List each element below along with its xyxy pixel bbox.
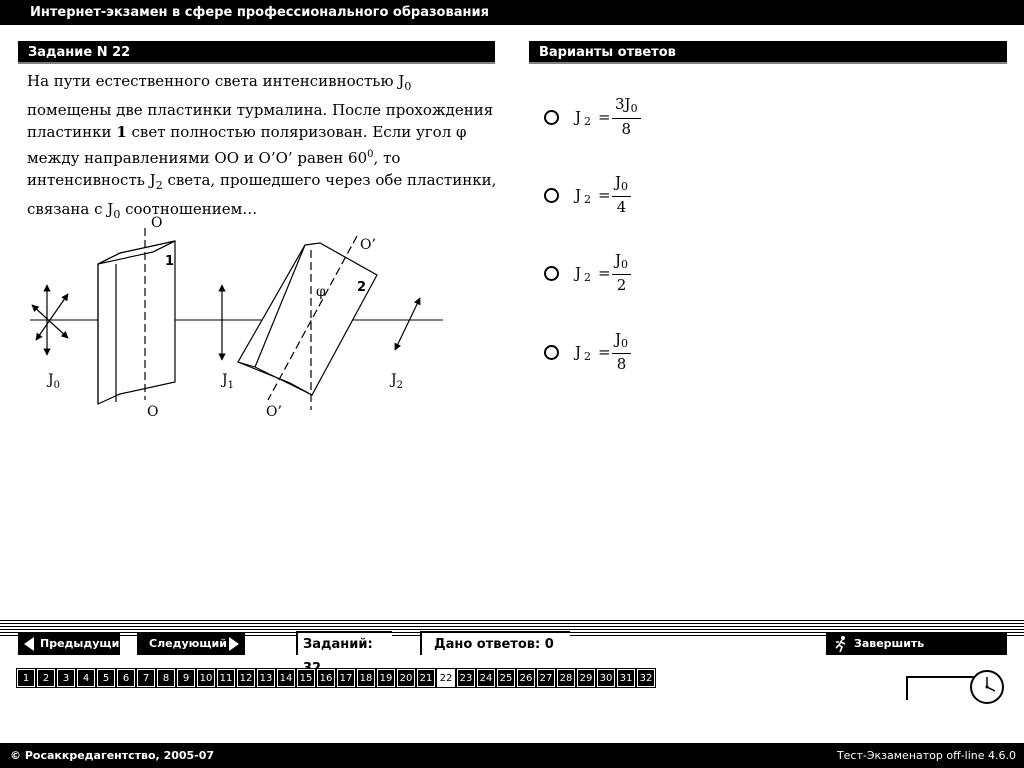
question-number-button[interactable]: 32 — [637, 669, 655, 687]
question-number-button[interactable]: 21 — [417, 669, 435, 687]
question-number-button[interactable]: 19 — [377, 669, 395, 687]
finish-test-button[interactable]: Завершить тестирование — [826, 633, 1007, 655]
question-number-button[interactable]: 30 — [597, 669, 615, 687]
question-number-button[interactable]: 20 — [397, 669, 415, 687]
runner-icon — [834, 636, 848, 652]
question-number-button[interactable]: 31 — [617, 669, 635, 687]
question-number-button[interactable]: 4 — [77, 669, 95, 687]
copyright-text: © Росаккредагентство, 2005-07 — [10, 749, 215, 762]
label-j0: $J_0$ — [48, 372, 60, 391]
answers-header: Варианты ответов — [529, 41, 1007, 64]
plate-1 — [98, 241, 175, 404]
question-number-button[interactable]: 13 — [257, 669, 275, 687]
question-number-button[interactable]: 14 — [277, 669, 295, 687]
question-number-button[interactable]: 15 — [297, 669, 315, 687]
triangle-left-icon — [24, 637, 34, 651]
answer-options — [540, 88, 840, 388]
answer-option-2[interactable]: J $_2$ = $\frac{J_0}{4}$ — [540, 171, 800, 221]
question-number-button[interactable]: 2 — [37, 669, 55, 687]
question-number-strip — [17, 669, 657, 687]
plate-2 — [238, 243, 377, 395]
question-number-button[interactable]: 25 — [497, 669, 515, 687]
answer-option-3[interactable]: J $_2$ = $\frac{J_0}{2}$ — [540, 249, 800, 299]
question-number-button[interactable]: 27 — [537, 669, 555, 687]
radio-button[interactable] — [544, 188, 559, 203]
question-number-button[interactable]: 17 — [337, 669, 355, 687]
polarizer-diagram — [25, 210, 450, 420]
label-o-prime-bottom: O’ — [266, 404, 282, 420]
total-questions-counter: Заданий: — [296, 631, 392, 655]
label-o-bottom: O — [147, 404, 159, 420]
question-number-button[interactable]: 3 — [57, 669, 75, 687]
answered-counter: Дано ответов: 0 — [420, 631, 570, 655]
radio-button[interactable] — [544, 345, 559, 360]
question-number-button[interactable]: 5 — [97, 669, 115, 687]
triangle-right-icon — [229, 637, 239, 651]
app-title: Интернет-экзамен в сфере профессионального образования — [30, 5, 489, 20]
fraction: $\frac{J_0}{8}$ — [612, 330, 631, 374]
question-header: Задание N 22 — [18, 41, 495, 64]
question-text: На пути естественного света интенсивностью $J_0$ помещены две пластинки турмалина. После прохождения пластинки 1 свет полностью поляризован. Если угол φ между направлениями ОО и О’О’ равен $60^0$, то интенсивность $J_2$ света, прошедшего через обе пластинки, связана с $J_0$ соотношением… — [27, 72, 497, 221]
clock-icon — [968, 668, 1006, 706]
question-number-button[interactable]: 28 — [557, 669, 575, 687]
label-phi: φ — [316, 284, 326, 300]
answer-option-4[interactable]: J $_2$ = $\frac{J_0}{8}$ — [540, 328, 800, 378]
footer-bar — [0, 743, 1024, 768]
question-number-button[interactable]: 9 — [177, 669, 195, 687]
question-number-button[interactable]: 8 — [157, 669, 175, 687]
question-number-button[interactable]: 24 — [477, 669, 495, 687]
question-number-button[interactable]: 1 — [17, 669, 35, 687]
label-j1: $J_1$ — [222, 372, 234, 391]
fraction: $\frac{3J_0}{8}$ — [612, 95, 641, 139]
question-number-button[interactable]: 7 — [137, 669, 155, 687]
question-number-button[interactable]: 26 — [517, 669, 535, 687]
question-number-button[interactable]: 6 — [117, 669, 135, 687]
label-o-prime-top: O’ — [360, 237, 376, 253]
question-number-button[interactable]: 29 — [577, 669, 595, 687]
radio-button[interactable] — [544, 110, 559, 125]
next-button[interactable]: Следующий — [137, 633, 245, 655]
fraction: $\frac{J_0}{2}$ — [612, 251, 631, 295]
label-j2: $J_2$ — [391, 372, 403, 391]
j2-arrow — [395, 298, 420, 350]
fraction: $\frac{J_0}{4}$ — [612, 173, 631, 217]
question-number-button[interactable]: 16 — [317, 669, 335, 687]
prev-button[interactable]: Предыдущий — [18, 633, 120, 655]
label-plate-1: 1 — [165, 254, 175, 269]
radio-button[interactable] — [544, 266, 559, 281]
question-number-button[interactable]: 12 — [237, 669, 255, 687]
timer-box — [906, 676, 976, 700]
version-text: Тест-Экзаменатор off-line 4.6.0 — [836, 749, 1016, 762]
app-title-bar — [0, 0, 1024, 25]
answer-option-1[interactable]: J $_2$ = $\frac{3J_0}{8}$ — [540, 93, 800, 143]
question-number-button[interactable]: 10 — [197, 669, 215, 687]
label-plate-2: 2 — [357, 280, 367, 295]
label-o-top: O — [151, 215, 163, 231]
question-number-button[interactable]: 23 — [457, 669, 475, 687]
question-number-button[interactable]: 11 — [217, 669, 235, 687]
question-number-button[interactable]: 18 — [357, 669, 375, 687]
question-number-button[interactable]: 22 — [437, 669, 455, 687]
